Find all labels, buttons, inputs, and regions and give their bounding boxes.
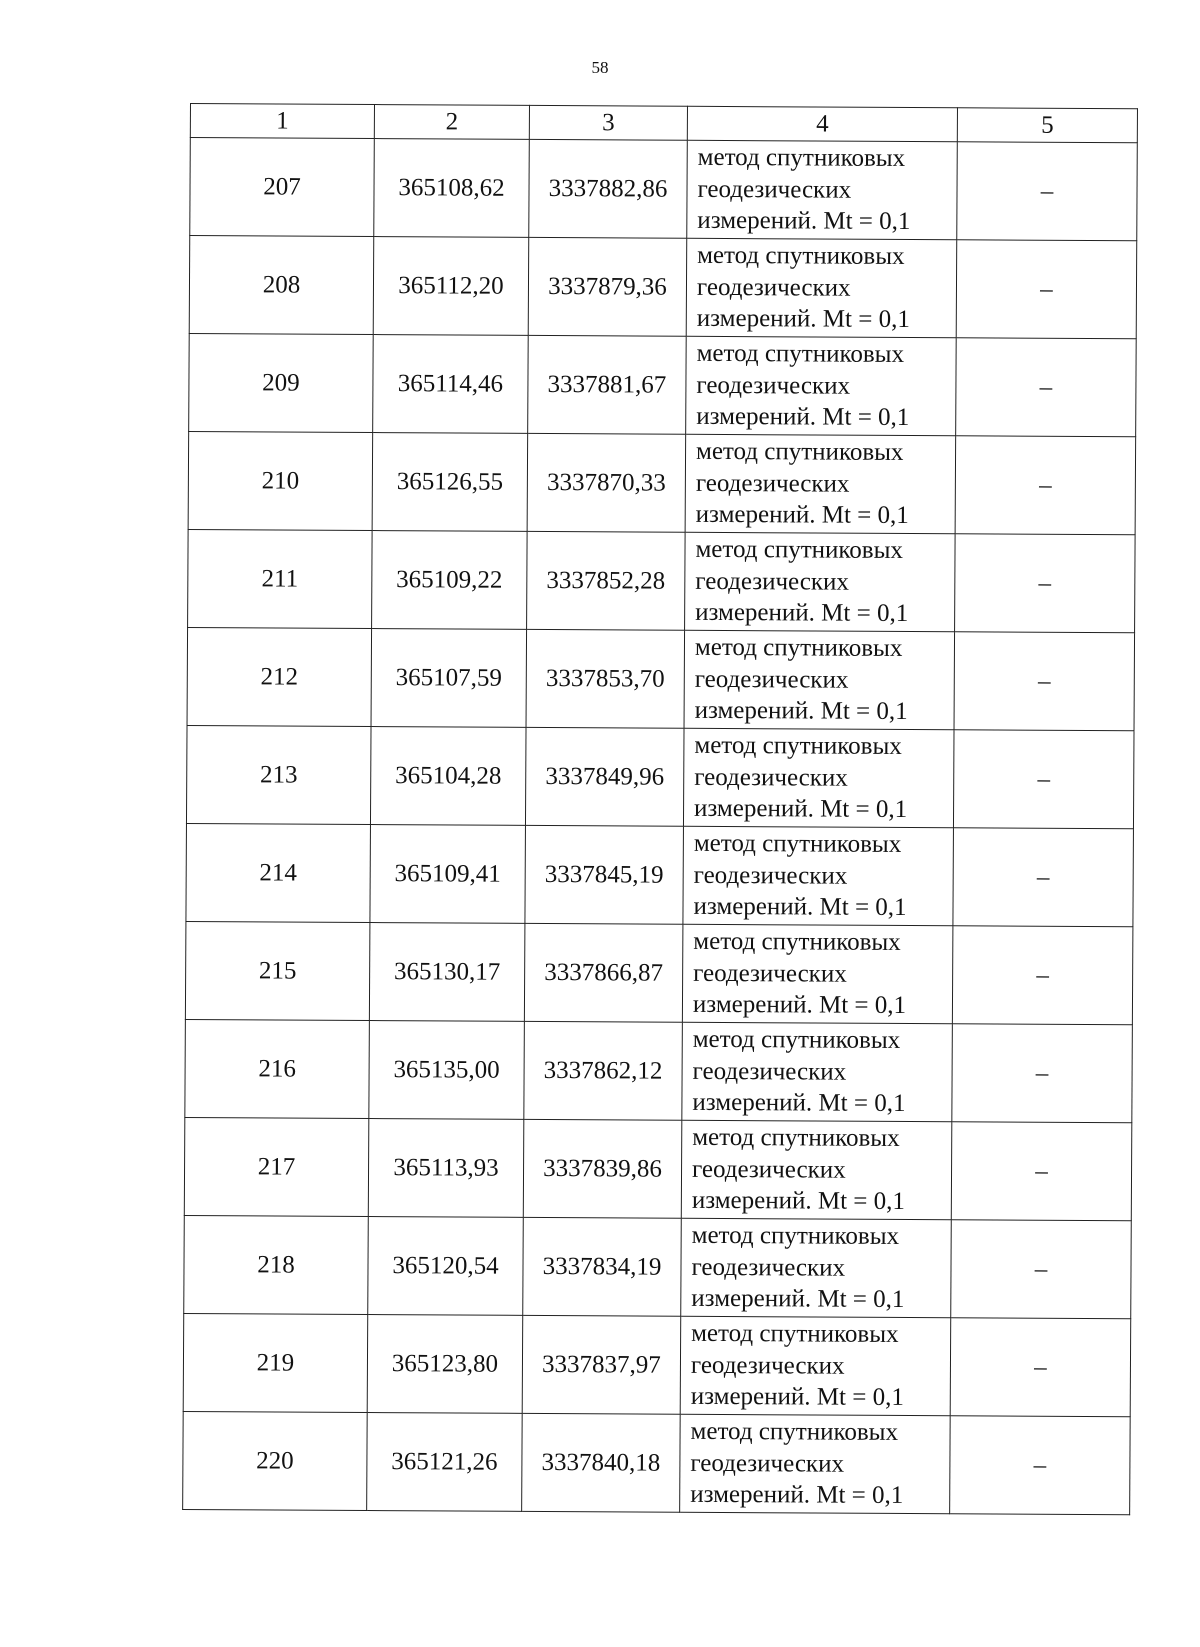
method-line: измерений. Mt = 0,1 <box>696 305 910 334</box>
x-coordinate-cell: 365109,22 <box>372 531 528 630</box>
point-number-cell: 212 <box>187 627 372 726</box>
table-row <box>186 725 1134 828</box>
table-row <box>183 1313 1131 1416</box>
page-number: 58 <box>591 58 609 77</box>
method-cell <box>684 630 955 730</box>
note-cell: – <box>951 1122 1132 1221</box>
note-cell: – <box>955 436 1136 535</box>
header-col-5: 5 <box>957 108 1137 143</box>
method-line: измерений. Mt = 0,1 <box>693 795 908 824</box>
note-cell: – <box>952 1024 1133 1123</box>
note-cell: – <box>951 1220 1132 1319</box>
header-col-3: 3 <box>529 105 687 140</box>
x-coordinate-cell: 365113,93 <box>368 1119 524 1218</box>
x-coordinate-cell: 365130,17 <box>369 923 525 1022</box>
method-line: метод спутниковых <box>692 1026 901 1055</box>
point-number-cell: 217 <box>184 1117 369 1216</box>
x-coordinate-cell: 365120,54 <box>368 1217 524 1316</box>
method-line: измерений. Mt = 0,1 <box>691 1285 905 1314</box>
method-line: геодезических <box>692 1057 847 1086</box>
point-number-cell: 207 <box>190 138 375 237</box>
method-line: метод спутниковых <box>691 1320 899 1349</box>
method-line: измерений. Mt = 0,1 <box>690 1383 904 1412</box>
method-cell <box>683 826 954 926</box>
method-line: геодезических <box>691 1155 846 1184</box>
method-line: измерений. Mt = 0,1 <box>692 991 907 1020</box>
method-line: метод спутниковых <box>694 732 902 761</box>
note-cell: – <box>953 730 1134 829</box>
y-coordinate-cell: 3337849,96 <box>525 727 684 826</box>
method-line: измерений. Mt = 0,1 <box>694 697 908 726</box>
method-line: геодезических <box>690 1351 845 1380</box>
y-coordinate-cell: 3337882,86 <box>529 139 688 238</box>
method-line: измерений. Mt = 0,1 <box>695 501 909 530</box>
method-line: метод спутниковых <box>690 1418 899 1447</box>
method-line: метод спутниковых <box>694 634 903 663</box>
method-cell <box>686 238 957 338</box>
note-cell: – <box>953 828 1134 927</box>
table-row <box>189 236 1137 339</box>
method-line: метод спутниковых <box>693 928 901 957</box>
method-cell <box>681 1218 952 1318</box>
x-coordinate-cell: 365114,46 <box>373 335 529 434</box>
method-line: геодезических <box>694 763 848 792</box>
y-coordinate-cell: 3337862,12 <box>524 1021 683 1120</box>
note-cell: – <box>950 1416 1131 1515</box>
note-cell: – <box>955 534 1136 633</box>
method-line: измерений. Mt = 0,1 <box>696 403 910 432</box>
table-row <box>185 921 1133 1024</box>
table-header <box>190 104 1137 143</box>
table-body <box>183 138 1138 1515</box>
method-line: измерений. Mt = 0,1 <box>690 1481 904 1510</box>
x-coordinate-cell: 365121,26 <box>367 1413 523 1512</box>
method-line: измерений. Mt = 0,1 <box>691 1187 906 1216</box>
method-line: геодезических <box>690 1449 845 1478</box>
method-line: метод спутниковых <box>691 1222 900 1251</box>
method-cell <box>682 924 953 1024</box>
point-number-cell: 210 <box>188 431 373 530</box>
y-coordinate-cell: 3337845,19 <box>525 825 684 924</box>
point-number-cell: 214 <box>186 823 371 922</box>
method-line: измерений. Mt = 0,1 <box>695 599 909 628</box>
table-row <box>184 1215 1132 1318</box>
method-line: геодезических <box>693 959 847 988</box>
x-coordinate-cell: 365107,59 <box>371 629 527 728</box>
method-line: геодезических <box>696 371 851 400</box>
table-row <box>186 823 1134 926</box>
method-line: геодезических <box>695 469 850 498</box>
point-number-cell: 213 <box>186 725 371 824</box>
note-cell: – <box>956 240 1137 339</box>
table-row <box>187 627 1135 730</box>
note-cell: – <box>950 1318 1131 1417</box>
table-row <box>185 1019 1133 1122</box>
method-line: метод спутниковых <box>695 438 904 467</box>
method-cell <box>685 434 956 534</box>
note-cell: – <box>952 926 1133 1025</box>
y-coordinate-cell: 3337837,97 <box>522 1315 681 1414</box>
table-row <box>189 333 1137 436</box>
method-line: метод спутниковых <box>696 340 905 369</box>
method-cell <box>682 1022 953 1122</box>
y-coordinate-cell: 3337881,67 <box>528 335 687 434</box>
method-cell <box>680 1316 951 1416</box>
y-coordinate-cell: 3337853,70 <box>526 629 685 728</box>
method-line: измерений. Mt = 0,1 <box>692 1089 906 1118</box>
method-cell <box>681 1120 952 1220</box>
method-cell <box>683 728 954 828</box>
method-line: геодезических <box>693 861 848 890</box>
coordinates-table <box>182 103 1138 1515</box>
table-row <box>188 431 1136 534</box>
point-number-cell: 220 <box>183 1411 368 1510</box>
table-row <box>190 138 1138 241</box>
y-coordinate-cell: 3337879,36 <box>528 237 687 336</box>
method-cell <box>686 336 957 436</box>
header-col-2: 2 <box>374 105 529 140</box>
y-coordinate-cell: 3337834,19 <box>523 1217 682 1316</box>
y-coordinate-cell: 3337852,28 <box>527 531 686 630</box>
method-cell <box>687 140 958 240</box>
point-number-cell: 218 <box>184 1215 369 1314</box>
y-coordinate-cell: 3337866,87 <box>524 923 683 1022</box>
table-row <box>184 1117 1132 1220</box>
x-coordinate-cell: 365126,55 <box>372 433 528 532</box>
x-coordinate-cell: 365108,62 <box>374 139 530 238</box>
method-line: метод спутниковых <box>692 1124 900 1153</box>
x-coordinate-cell: 365135,00 <box>369 1021 525 1120</box>
y-coordinate-cell: 3337840,18 <box>522 1413 681 1512</box>
method-line: геодезических <box>691 1253 846 1282</box>
method-line: метод спутниковых <box>697 242 905 271</box>
point-number-cell: 216 <box>185 1019 370 1118</box>
method-line: метод спутниковых <box>695 536 903 565</box>
point-number-cell: 219 <box>183 1313 368 1412</box>
table-row <box>183 1411 1131 1514</box>
method-line: метод спутниковых <box>697 144 906 173</box>
method-line: измерений. Mt = 0,1 <box>693 893 907 922</box>
method-line: геодезических <box>697 175 852 204</box>
x-coordinate-cell: 365104,28 <box>370 727 526 826</box>
x-coordinate-cell: 365109,41 <box>370 825 526 924</box>
header-col-1: 1 <box>190 104 374 139</box>
method-line: геодезических <box>694 665 849 694</box>
header-col-4: 4 <box>687 106 957 142</box>
method-cell <box>680 1414 951 1514</box>
point-number-cell: 215 <box>185 921 370 1020</box>
method-line: геодезических <box>696 273 851 302</box>
method-line: измерений. Mt = 0,1 <box>697 207 911 236</box>
x-coordinate-cell: 365123,80 <box>367 1315 523 1414</box>
method-cell <box>685 532 956 632</box>
method-line: геодезических <box>695 567 850 596</box>
point-number-cell: 209 <box>189 333 374 432</box>
note-cell: – <box>957 142 1138 241</box>
header-row <box>190 104 1137 143</box>
point-number-cell: 211 <box>188 529 373 628</box>
method-line: метод спутниковых <box>693 830 902 859</box>
note-cell: – <box>954 632 1135 731</box>
note-cell: – <box>956 338 1137 437</box>
point-number-cell: 208 <box>189 236 374 335</box>
y-coordinate-cell: 3337870,33 <box>527 433 686 532</box>
y-coordinate-cell: 3337839,86 <box>523 1119 682 1218</box>
table-row <box>188 529 1136 632</box>
x-coordinate-cell: 365112,20 <box>373 237 529 336</box>
